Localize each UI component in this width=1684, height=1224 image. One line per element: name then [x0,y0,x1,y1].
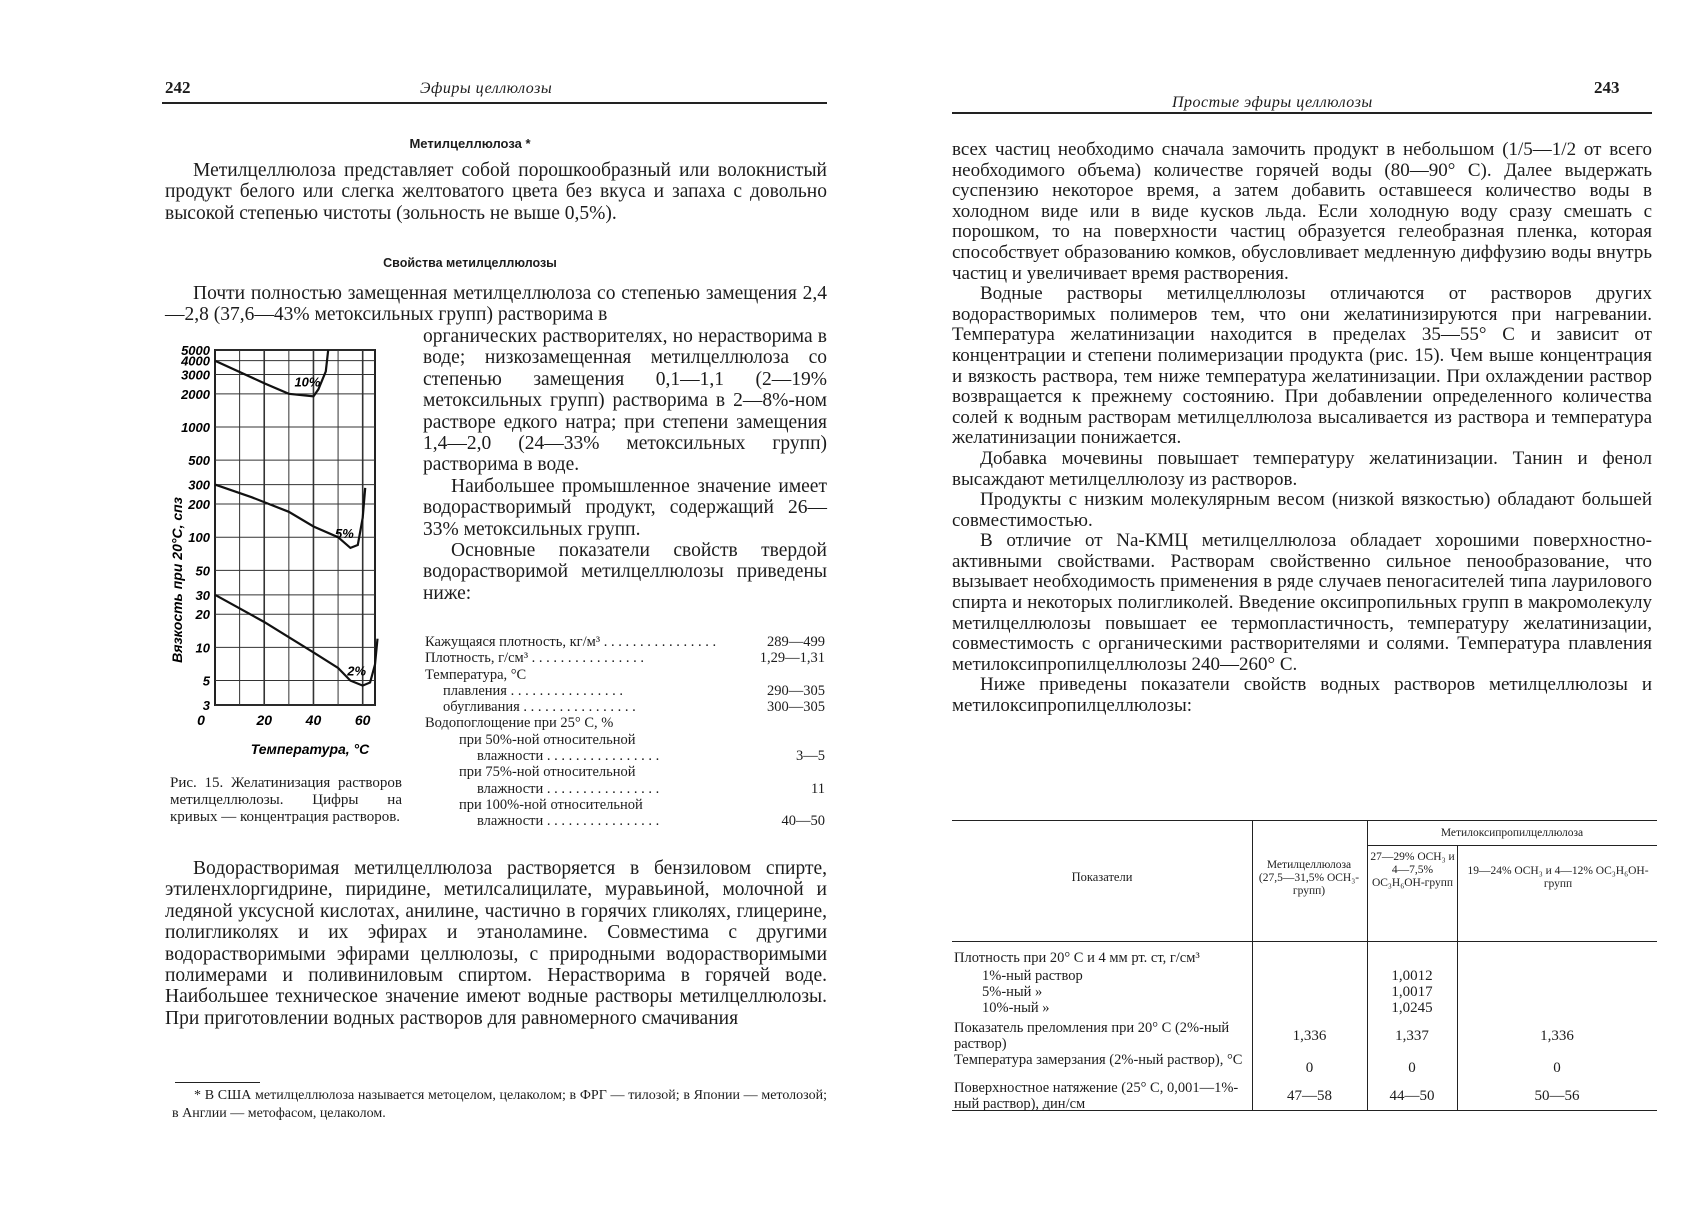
chart-y-tick-label: 100 [188,530,210,546]
gelation-chart [160,340,422,760]
chart-series-label: 10% [294,374,321,390]
table-row-label: 5%-ный » [982,984,1043,1000]
table-cell-m2: 50—56 [1534,1088,1580,1104]
paragraph-solubility-right [423,326,827,604]
header-methylcellulose: Метилцеллюлоза (27,5—31,5% OCH₃-групп) [1258,859,1360,897]
property-label: Плотность, г/см³ . . . . . . . . . . . . . . . . [425,650,645,667]
footnote-rule [175,1082,260,1083]
property-label: плавления . . . . . . . . . . . . . . . . [443,682,623,699]
intro-paragraph [165,160,827,224]
property-value [753,667,825,683]
property-row [425,764,825,780]
paragraph-solvents [165,858,827,1029]
header-indicators: Показатели [1071,870,1133,884]
section-title: Метилцеллюлоза * [409,136,531,151]
table-row-label: 1%-ный раствор [982,968,1083,984]
property-row [425,797,825,813]
chart-series-label: 5% [334,525,354,541]
header-rule [162,102,827,104]
property-row [425,699,825,715]
paragraph-text: Почти полностью замещенная метилцеллюлоза со степенью замещения 2,4—2,8 (37,6—43% метоксильных групп) растворима в [165,283,827,326]
chart-y-axis-label: Вязкость при 20°С, спз [169,497,185,663]
property-value [753,797,825,813]
page-number: 242 [165,78,191,97]
chart-x-ticks [197,712,371,728]
table-cell-m1: 0 [1408,1060,1416,1076]
chart-series-line [215,350,328,396]
table-cell-m1: 1,0012 [1391,968,1433,984]
property-row [425,683,825,699]
property-row [425,732,825,748]
property-label: при 50%-ной относительной [459,731,636,748]
paragraph-text: Наибольшее промышленное значение имеет водорастворимый продукт, содержащий 26—33% метоксильных групп. [423,475,827,540]
chart-y-tick-label: 2000 [181,386,210,402]
subsection-title: Свойства метилцеллюлозы [383,256,557,270]
table-row-label: Плотность при 20° С и 4 мм рт. ст, г/см³ [954,950,1200,966]
property-value: 40—50 [781,813,825,830]
paragraph-text: В отличие от Na-КМЦ метилцеллюлоза обладает хорошими поверхностно-активными свойствами. Растворам свойственно сильное пенообразование, что вызывает необходимость применения в ряде случаев пеногасителей типа лаурилового спирта и некоторых полигликолей. Введение оксипропильных групп в макромолекулу метилцеллюлозы повышает ее термопластичность, температуру желатинизации, совместимость с органическими растворителями и солями. Температура плавления метилоксипропилцеллюлозы 240—260° С. [952,530,1652,675]
paragraph-solubility-top [165,283,827,326]
property-row [425,634,825,650]
table-row-label: 10%-ный » [982,1000,1050,1016]
property-label: при 75%-ной относительной [459,764,636,781]
paragraph-text: Добавка мочевины повышает температуру желатинизации. Танин и фенол высаждают метилцеллюлозу из растворов. [952,447,1652,490]
property-value [753,764,825,780]
table-row-label: Температура замерзания (2%-ный раствор), °С [954,1052,1243,1068]
running-head: Эфиры целлюлозы [420,80,553,97]
property-value: 3—5 [796,748,825,765]
chart-y-tick-label: 5000 [181,343,210,358]
chart-y-tick-label: 10 [195,640,210,656]
chart-y-tick-label: 30 [195,587,210,603]
page-number: 243 [1594,78,1620,97]
right-page [842,0,1684,1224]
paragraph-text: всех частиц необходимо сначала замочить продукт в небольшом (1/5—1/2 от всего необходимого объема) количестве горячей воды (80—90° С). Далее выдержать суспензию некоторое время, а затем добавить оставшееся количество воды в холодном виде или в виде кусков льда. Если холодную воду сразу смешать с порошком, то на поверхности частиц образуется гелеобразная пленка, которая способствует образованию комков, обусловливает медленную диффузию воды внутрь частиц и увеличивает время растворения. [952,139,1652,284]
property-row [425,813,825,829]
paragraph-text: органических растворителях, но нерастворима в воде; низкозамещенная метилцеллюлоза со степенью замещения 0,1—1,1 (2—19% метоксильных групп) растворима в 2—8%-ном растворе едкого натра; при степени замещения 1,4—2,0 (24—33% метоксильных групп) растворима в воде. [423,326,827,476]
property-label: Кажущаяся плотность, кг/м³ . . . . . . . . . . . . . . . . [425,634,717,650]
properties-list [425,634,825,830]
paragraph-text: Ниже приведены показатели свойств водных растворов метилцеллюлозы и метилоксипропилцеллюлозы: [952,674,1652,717]
property-row [425,650,825,666]
paragraph-text: Продукты с низким молекулярным весом (низкой вязкостью) обладают большей совместимостью. [952,489,1652,531]
table-cell-mc: 1,336 [1292,1028,1327,1044]
chart-y-tick-label: 1000 [181,420,210,436]
property-value: 11 [811,780,825,797]
property-row [425,667,825,683]
chart-y-tick-label: 500 [188,453,210,469]
table-cell-m1: 44—50 [1389,1088,1435,1104]
chart-y-tick-label: 50 [195,563,210,579]
property-label: Водопоглощение при 25° С, % [425,715,614,732]
properties-table [952,820,1657,1111]
property-label: при 100%-ной относительной [459,796,643,813]
header-rule [952,112,1652,114]
footnote: * В США метилцеллюлоза называется метоцелом, целаколом; в ФРГ — тилозой; в Японии — метолозой; в Англии — метофасом, целаколом. [172,1088,827,1121]
property-value: 289—499 [767,634,825,650]
table-cell-m1: 1,0017 [1391,984,1433,1000]
table-cell-m2: 0 [1553,1060,1561,1076]
table-cell-m1: 1,337 [1395,1028,1429,1044]
chart-y-tick-label: 3 [202,698,210,713]
property-row [425,781,825,797]
table-cell-mc: 0 [1305,1060,1314,1076]
chart-y-tick-label: 4000 [181,353,210,369]
paragraph-text: Водные растворы метилцеллюлозы отличаются от растворов других водорастворимых полимеров тем, что они желатинизируются при нагревании. Температура желатинизации находится в пределах 35—55° С и зависит от концентрации и степени полимеризации продукта (рис. 15). Чем выше концентрация и вязкость раствора, тем ниже температура желатинизации. При охлаждении раствор возвращается к прежнему состоянию. При добавлении определенного количества солей к водным растворам метилцеллюлоза высаливается из раствора и температура желатинизации понижается. [952,283,1652,449]
paragraph-text: Водорастворимая метилцеллюлоза растворяется в бензиловом спирте, этиленхлоргидрине, пиридине, метилсалицилате, муравьиной, молочной и ледяной уксусной кислотах, анилине, частично в горячих гликолях, глицерине, полигликолях и их эфирах и этаноламине. Совместима с другими водорастворимыми эфирами целлюлозы, с природными водорастворимыми полимерами и поливиниловым спиртом. Нерастворима в горячей воде. Наибольшее техническое значение имеют водные растворы метилцеллюлозы. При приготовлении водных растворов для равномерного смачивания [165,858,827,1029]
table-row-label: Показатель преломления при 20° С (2%-ный раствор) [954,1020,1230,1053]
property-label: Температура, °С [425,666,527,683]
property-label: обугливания . . . . . . . . . . . . . . . . [443,699,636,716]
table-body [952,942,1657,1111]
figure-caption: Рис. 15. Желатинизация растворов метилцеллюлозы. Цифры на кривых — концентрация растворов. [170,775,402,825]
intro-text: Метилцеллюлоза представляет собой порошкообразный или волокнистый продукт белого или слегка желтоватого цвета без вкуса и запаха с довольно высокой степенью чистоты (зольность не выше 0,5%). [165,160,827,224]
property-value: 300—305 [767,699,825,716]
right-text-block [952,140,1652,717]
table-cell-mc: 47—58 [1287,1088,1332,1104]
chart-y-tick-label: 5 [202,673,210,689]
property-label: влажности . . . . . . . . . . . . . . . . [477,748,660,765]
header-mocp-col1: 27—29% OCH₃ и 4—7,5% OC₃H₆OH-групп [1370,851,1455,889]
running-head: Простые эфиры целлюлозы [1172,94,1373,111]
property-value [753,732,825,748]
chart-x-tick-label: 60 [354,712,371,728]
table-cell-m2: 1,336 [1540,1028,1574,1044]
table-cell-m1: 1,0245 [1391,1000,1433,1016]
chart-x-axis-label: Температура, °С [250,741,370,757]
header-mocp: Метилоксипропилцеллюлоза [1440,827,1584,839]
chart-series-label: 2% [347,663,367,679]
property-row [425,715,825,731]
chart-y-tick-label: 300 [188,477,210,493]
chart-y-tick-label: 3000 [181,367,210,383]
property-value [753,715,825,731]
chart-y-tick-label: 200 [188,497,210,513]
property-value: 290—305 [767,682,825,699]
chart-x-tick-label: 20 [256,712,273,728]
chart-x-tick-label: 40 [305,712,322,728]
table-header [952,820,1657,942]
property-label: влажности . . . . . . . . . . . . . . . . [477,780,660,797]
chart-y-tick-label: 20 [195,607,210,623]
paragraph-text: Основные показатели свойств твердой водорастворимой метилцеллюлозы приведены ниже: [423,540,827,604]
property-row [425,748,825,764]
table-row-label: Поверхностное натяжение (25° С, 0,001—1%-ный раствор), дин/см [954,1080,1239,1113]
property-label: влажности . . . . . . . . . . . . . . . . [477,813,660,830]
property-value: 1,29—1,31 [759,650,825,667]
chart-x-tick-label: 0 [197,712,205,728]
header-mocp-col2: 19—24% OCH₃ и 4—12% OC₃H₆OH-групп [1467,865,1649,890]
